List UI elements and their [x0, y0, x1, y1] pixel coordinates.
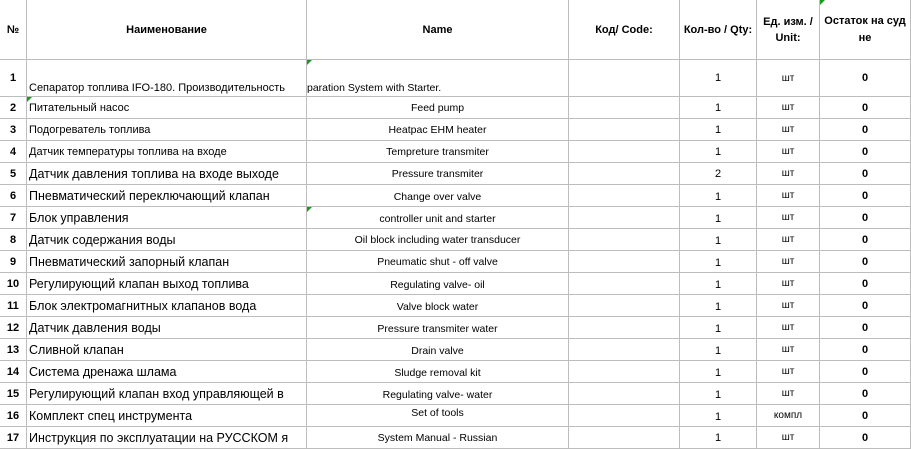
row-name-en[interactable]: Oil block including water transducer — [307, 229, 569, 251]
row-unit[interactable]: шт — [757, 317, 820, 339]
row-qty[interactable]: 1 — [680, 97, 757, 119]
row-name-ru-text: Питательный насос — [29, 101, 130, 114]
row-unit[interactable]: шт — [757, 273, 820, 295]
row-name-en[interactable] — [307, 207, 569, 229]
row-name-en[interactable]: Regulating valve- oil — [307, 273, 569, 295]
row-name-ru-text: Блок управления — [29, 210, 129, 225]
table-row — [0, 361, 911, 383]
row-name-ru[interactable]: Датчик давления воды — [27, 317, 307, 339]
row-unit[interactable]: шт — [757, 339, 820, 361]
table-row — [0, 383, 911, 405]
table-row — [0, 163, 911, 185]
row-rest[interactable]: 0 — [820, 361, 911, 383]
row-name-en[interactable]: System Manual - Russian — [307, 427, 569, 449]
header-num[interactable]: № — [0, 0, 27, 60]
row-rest[interactable]: 0 — [820, 185, 911, 207]
row-unit[interactable]: шт — [757, 185, 820, 207]
row-name-ru[interactable]: Блок электромагнитных клапанов вода — [27, 295, 307, 317]
row-code[interactable] — [569, 427, 680, 449]
row-rest[interactable]: 0 — [820, 273, 911, 295]
row-name-en[interactable]: Heatpac EHM heater — [307, 119, 569, 141]
row-qty[interactable]: 1 — [680, 185, 757, 207]
table-row — [0, 251, 911, 273]
header-rest-label: Остаток на суд не — [824, 14, 906, 44]
row-name-ru[interactable]: Пневматический переключающий клапан — [27, 185, 307, 207]
row-code[interactable] — [569, 185, 680, 207]
table-row — [0, 229, 911, 251]
row-name-ru[interactable]: Регулирующий клапан вход управляющей в — [27, 383, 307, 405]
table-row — [0, 119, 911, 141]
row-name-ru[interactable]: Датчик содержания воды — [27, 229, 307, 251]
header-row — [0, 0, 911, 60]
row-name-en[interactable]: Sludge removal kit — [307, 361, 569, 383]
row-name-ru[interactable]: Система дренажа шлама — [27, 361, 307, 383]
header-rest[interactable] — [820, 0, 911, 60]
row-qty[interactable]: 1 — [680, 229, 757, 251]
table-row — [0, 295, 911, 317]
row-code[interactable] — [569, 361, 680, 383]
row-code[interactable] — [569, 141, 680, 163]
row-unit[interactable]: шт — [757, 60, 820, 97]
row-unit[interactable]: шт — [757, 119, 820, 141]
row-rest[interactable]: 0 — [820, 295, 911, 317]
row-number[interactable]: 2 — [0, 97, 27, 119]
row-code[interactable] — [569, 383, 680, 405]
row-unit[interactable]: шт — [757, 207, 820, 229]
row-name-en-text: controller unit and starter — [379, 213, 496, 225]
row-unit[interactable]: компл — [757, 405, 820, 427]
row-name-ru[interactable]: Регулирующий клапан выход топлива — [27, 273, 307, 295]
row-code[interactable] — [569, 119, 680, 141]
row-number[interactable]: 16 — [0, 405, 27, 427]
table-row — [0, 185, 911, 207]
row-name-en[interactable]: Pneumatic shut - off valve — [307, 251, 569, 273]
row-rest[interactable]: 0 — [820, 251, 911, 273]
row-number[interactable]: 6 — [0, 185, 27, 207]
row-number[interactable]: 4 — [0, 141, 27, 163]
row-code[interactable] — [569, 405, 680, 427]
header-name-ru[interactable]: Наименование — [27, 0, 307, 60]
row-name-ru[interactable] — [27, 97, 307, 119]
row-qty[interactable]: 1 — [680, 295, 757, 317]
table-row — [0, 405, 911, 427]
row-code[interactable] — [569, 229, 680, 251]
row-rest[interactable]: 0 — [820, 60, 911, 97]
row-name-ru[interactable]: Сливной клапан — [27, 339, 307, 361]
table-row — [0, 60, 911, 97]
row-qty[interactable]: 1 — [680, 317, 757, 339]
row-name-en[interactable]: Pressure transmiter water — [307, 317, 569, 339]
table-row — [0, 317, 911, 339]
comment-marker-icon — [27, 97, 32, 102]
table-row — [0, 273, 911, 295]
row-name-ru[interactable]: Датчик давления топлива на входе выходе — [27, 163, 307, 185]
row-qty[interactable]: 1 — [680, 60, 757, 97]
row-qty[interactable]: 1 — [680, 339, 757, 361]
header-code[interactable]: Код/ Code: — [569, 0, 680, 60]
row-name-en[interactable] — [307, 60, 569, 97]
row-name-en[interactable]: Drain valve — [307, 339, 569, 361]
row-qty[interactable]: 1 — [680, 141, 757, 163]
row-qty[interactable]: 1 — [680, 405, 757, 427]
header-qty[interactable]: Кол-во / Qty: — [680, 0, 757, 60]
row-name-en[interactable]: Tempreture transmiter — [307, 141, 569, 163]
row-name-ru[interactable]: Комплект спец инструмента — [27, 405, 307, 427]
row-rest[interactable]: 0 — [820, 207, 911, 229]
row-number[interactable]: 10 — [0, 273, 27, 295]
row-rest[interactable]: 0 — [820, 339, 911, 361]
row-number[interactable]: 3 — [0, 119, 27, 141]
comment-marker-icon — [307, 60, 312, 65]
row-unit[interactable]: шт — [757, 141, 820, 163]
row-rest[interactable]: 0 — [820, 229, 911, 251]
row-name-ru[interactable]: Датчик температуры топлива на входе — [27, 141, 307, 163]
row-name-en[interactable]: Pressure transmiter — [307, 163, 569, 185]
row-number[interactable]: 14 — [0, 361, 27, 383]
table-row — [0, 427, 911, 449]
row-rest[interactable]: 0 — [820, 163, 911, 185]
row-unit[interactable]: шт — [757, 163, 820, 185]
row-number[interactable]: 7 — [0, 207, 27, 229]
row-qty[interactable]: 1 — [680, 251, 757, 273]
row-unit[interactable]: шт — [757, 383, 820, 405]
row-number[interactable]: 12 — [0, 317, 27, 339]
header-name-en[interactable]: Name — [307, 0, 569, 60]
row-unit[interactable]: шт — [757, 229, 820, 251]
row-qty[interactable]: 1 — [680, 383, 757, 405]
row-number[interactable]: 8 — [0, 229, 27, 251]
row-name-en[interactable]: Change over valve — [307, 185, 569, 207]
row-number[interactable]: 13 — [0, 339, 27, 361]
table-row — [0, 97, 911, 119]
row-unit[interactable]: шт — [757, 295, 820, 317]
row-qty[interactable]: 1 — [680, 427, 757, 449]
row-code[interactable] — [569, 273, 680, 295]
row-code[interactable] — [569, 339, 680, 361]
row-code[interactable] — [569, 295, 680, 317]
row-rest[interactable]: 0 — [820, 383, 911, 405]
row-name-ru[interactable]: Инструкция по эксплуатации на РУССКОМ я — [27, 427, 307, 449]
row-unit[interactable]: шт — [757, 97, 820, 119]
row-number[interactable]: 15 — [0, 383, 27, 405]
table-row — [0, 207, 911, 229]
table-row — [0, 339, 911, 361]
row-qty[interactable]: 1 — [680, 273, 757, 295]
row-qty[interactable]: 1 — [680, 119, 757, 141]
row-number[interactable]: 11 — [0, 295, 27, 317]
table-row — [0, 141, 911, 163]
row-number[interactable]: 17 — [0, 427, 27, 449]
row-rest[interactable]: 0 — [820, 317, 911, 339]
row-name-en[interactable]: Regulating valve- water — [307, 383, 569, 405]
row-unit[interactable]: шт — [757, 361, 820, 383]
row-name-ru[interactable] — [27, 207, 307, 229]
row-code[interactable] — [569, 317, 680, 339]
row-name-ru[interactable]: Сепаратор топлива IFO-180. Производительность — [27, 60, 307, 97]
row-rest[interactable]: 0 — [820, 141, 911, 163]
row-rest[interactable]: 0 — [820, 427, 911, 449]
row-code[interactable] — [569, 163, 680, 185]
row-name-en[interactable]: Valve block water — [307, 295, 569, 317]
row-code[interactable] — [569, 207, 680, 229]
comment-marker-icon — [820, 0, 825, 5]
comment-marker-icon — [307, 207, 312, 212]
row-unit[interactable]: шт — [757, 427, 820, 449]
row-unit[interactable]: шт — [757, 251, 820, 273]
row-code[interactable] — [569, 251, 680, 273]
row-number[interactable]: 1 — [0, 60, 27, 97]
row-rest[interactable]: 0 — [820, 97, 911, 119]
row-number[interactable]: 5 — [0, 163, 27, 185]
row-code[interactable] — [569, 60, 680, 97]
row-name-ru[interactable]: Пневматический запорный клапан — [27, 251, 307, 273]
row-number[interactable]: 9 — [0, 251, 27, 273]
row-qty[interactable]: 1 — [680, 207, 757, 229]
row-name-en[interactable]: Feed pump — [307, 97, 569, 119]
row-code[interactable] — [569, 97, 680, 119]
row-qty[interactable]: 2 — [680, 163, 757, 185]
row-rest[interactable]: 0 — [820, 405, 911, 427]
row-qty[interactable]: 1 — [680, 361, 757, 383]
row-name-en-text: paration System with Starter. — [307, 82, 442, 94]
row-name-en[interactable]: Set of tools — [307, 405, 569, 427]
row-name-ru[interactable]: Подогреватель топлива — [27, 119, 307, 141]
header-unit[interactable]: Ед. изм. / Unit: — [757, 0, 820, 60]
row-rest[interactable]: 0 — [820, 119, 911, 141]
